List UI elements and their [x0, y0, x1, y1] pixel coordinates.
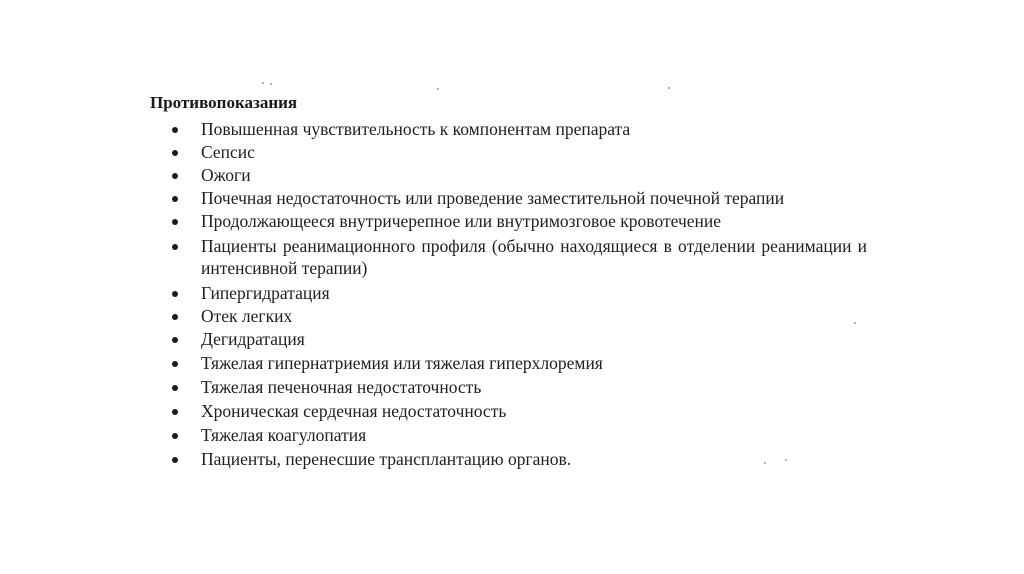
- bullet-icon: [172, 409, 178, 415]
- section-heading: Противопоказания: [150, 93, 298, 112]
- bullet-icon: [172, 291, 178, 297]
- bullet-icon: [172, 314, 178, 320]
- bullet-icon: [172, 457, 178, 463]
- scan-speck: [668, 87, 670, 89]
- list-item-text: Тяжелая гипернатриемия или тяжелая гиперхлоремия: [201, 353, 603, 373]
- list-item-text: Дегидратация: [201, 329, 305, 349]
- scan-speck: [437, 88, 439, 90]
- list-item-text: Почечная недостаточность или проведение заместительной почечной терапии: [201, 188, 785, 208]
- bullet-icon: [172, 150, 178, 156]
- scan-speck: [270, 83, 272, 85]
- scan-speck: [854, 322, 856, 324]
- bullet-icon: [172, 173, 178, 179]
- bullet-icon: [172, 385, 178, 391]
- list-item-text: Продолжающееся внутричерепное или внутримозговое кровотечение: [201, 211, 722, 231]
- bullet-icon: [172, 433, 178, 439]
- bullet-icon: [172, 361, 178, 367]
- bullet-icon: [172, 219, 178, 225]
- scan-speck: [785, 459, 787, 461]
- list-item-text: Хроническая сердечная недостаточность: [201, 401, 507, 421]
- list-item-text: Ожоги: [201, 165, 251, 185]
- list-item-text: Отек легких: [201, 306, 293, 326]
- list-item-text: Гипергидратация: [201, 283, 330, 303]
- scan-speck: [764, 462, 766, 464]
- bullet-icon: [172, 127, 178, 133]
- scan-speck: [262, 82, 264, 84]
- list-item-text: Повышенная чувствительность к компонентам препарата: [201, 119, 631, 139]
- bullet-icon: [172, 244, 178, 250]
- list-item-text: Тяжелая коагулопатия: [201, 425, 367, 445]
- list-item-text: Сепсис: [201, 142, 255, 162]
- bullet-icon: [172, 337, 178, 343]
- list-item-text: Пациенты реанимационного профиля (обычно находящиеся в отделении реанимации и интенсивной терапии): [201, 236, 867, 278]
- bullet-icon: [172, 196, 178, 202]
- list-item-text: Пациенты, перенесшие трансплантацию органов.: [201, 449, 572, 469]
- list-item-text: Тяжелая печеночная недостаточность: [201, 377, 482, 397]
